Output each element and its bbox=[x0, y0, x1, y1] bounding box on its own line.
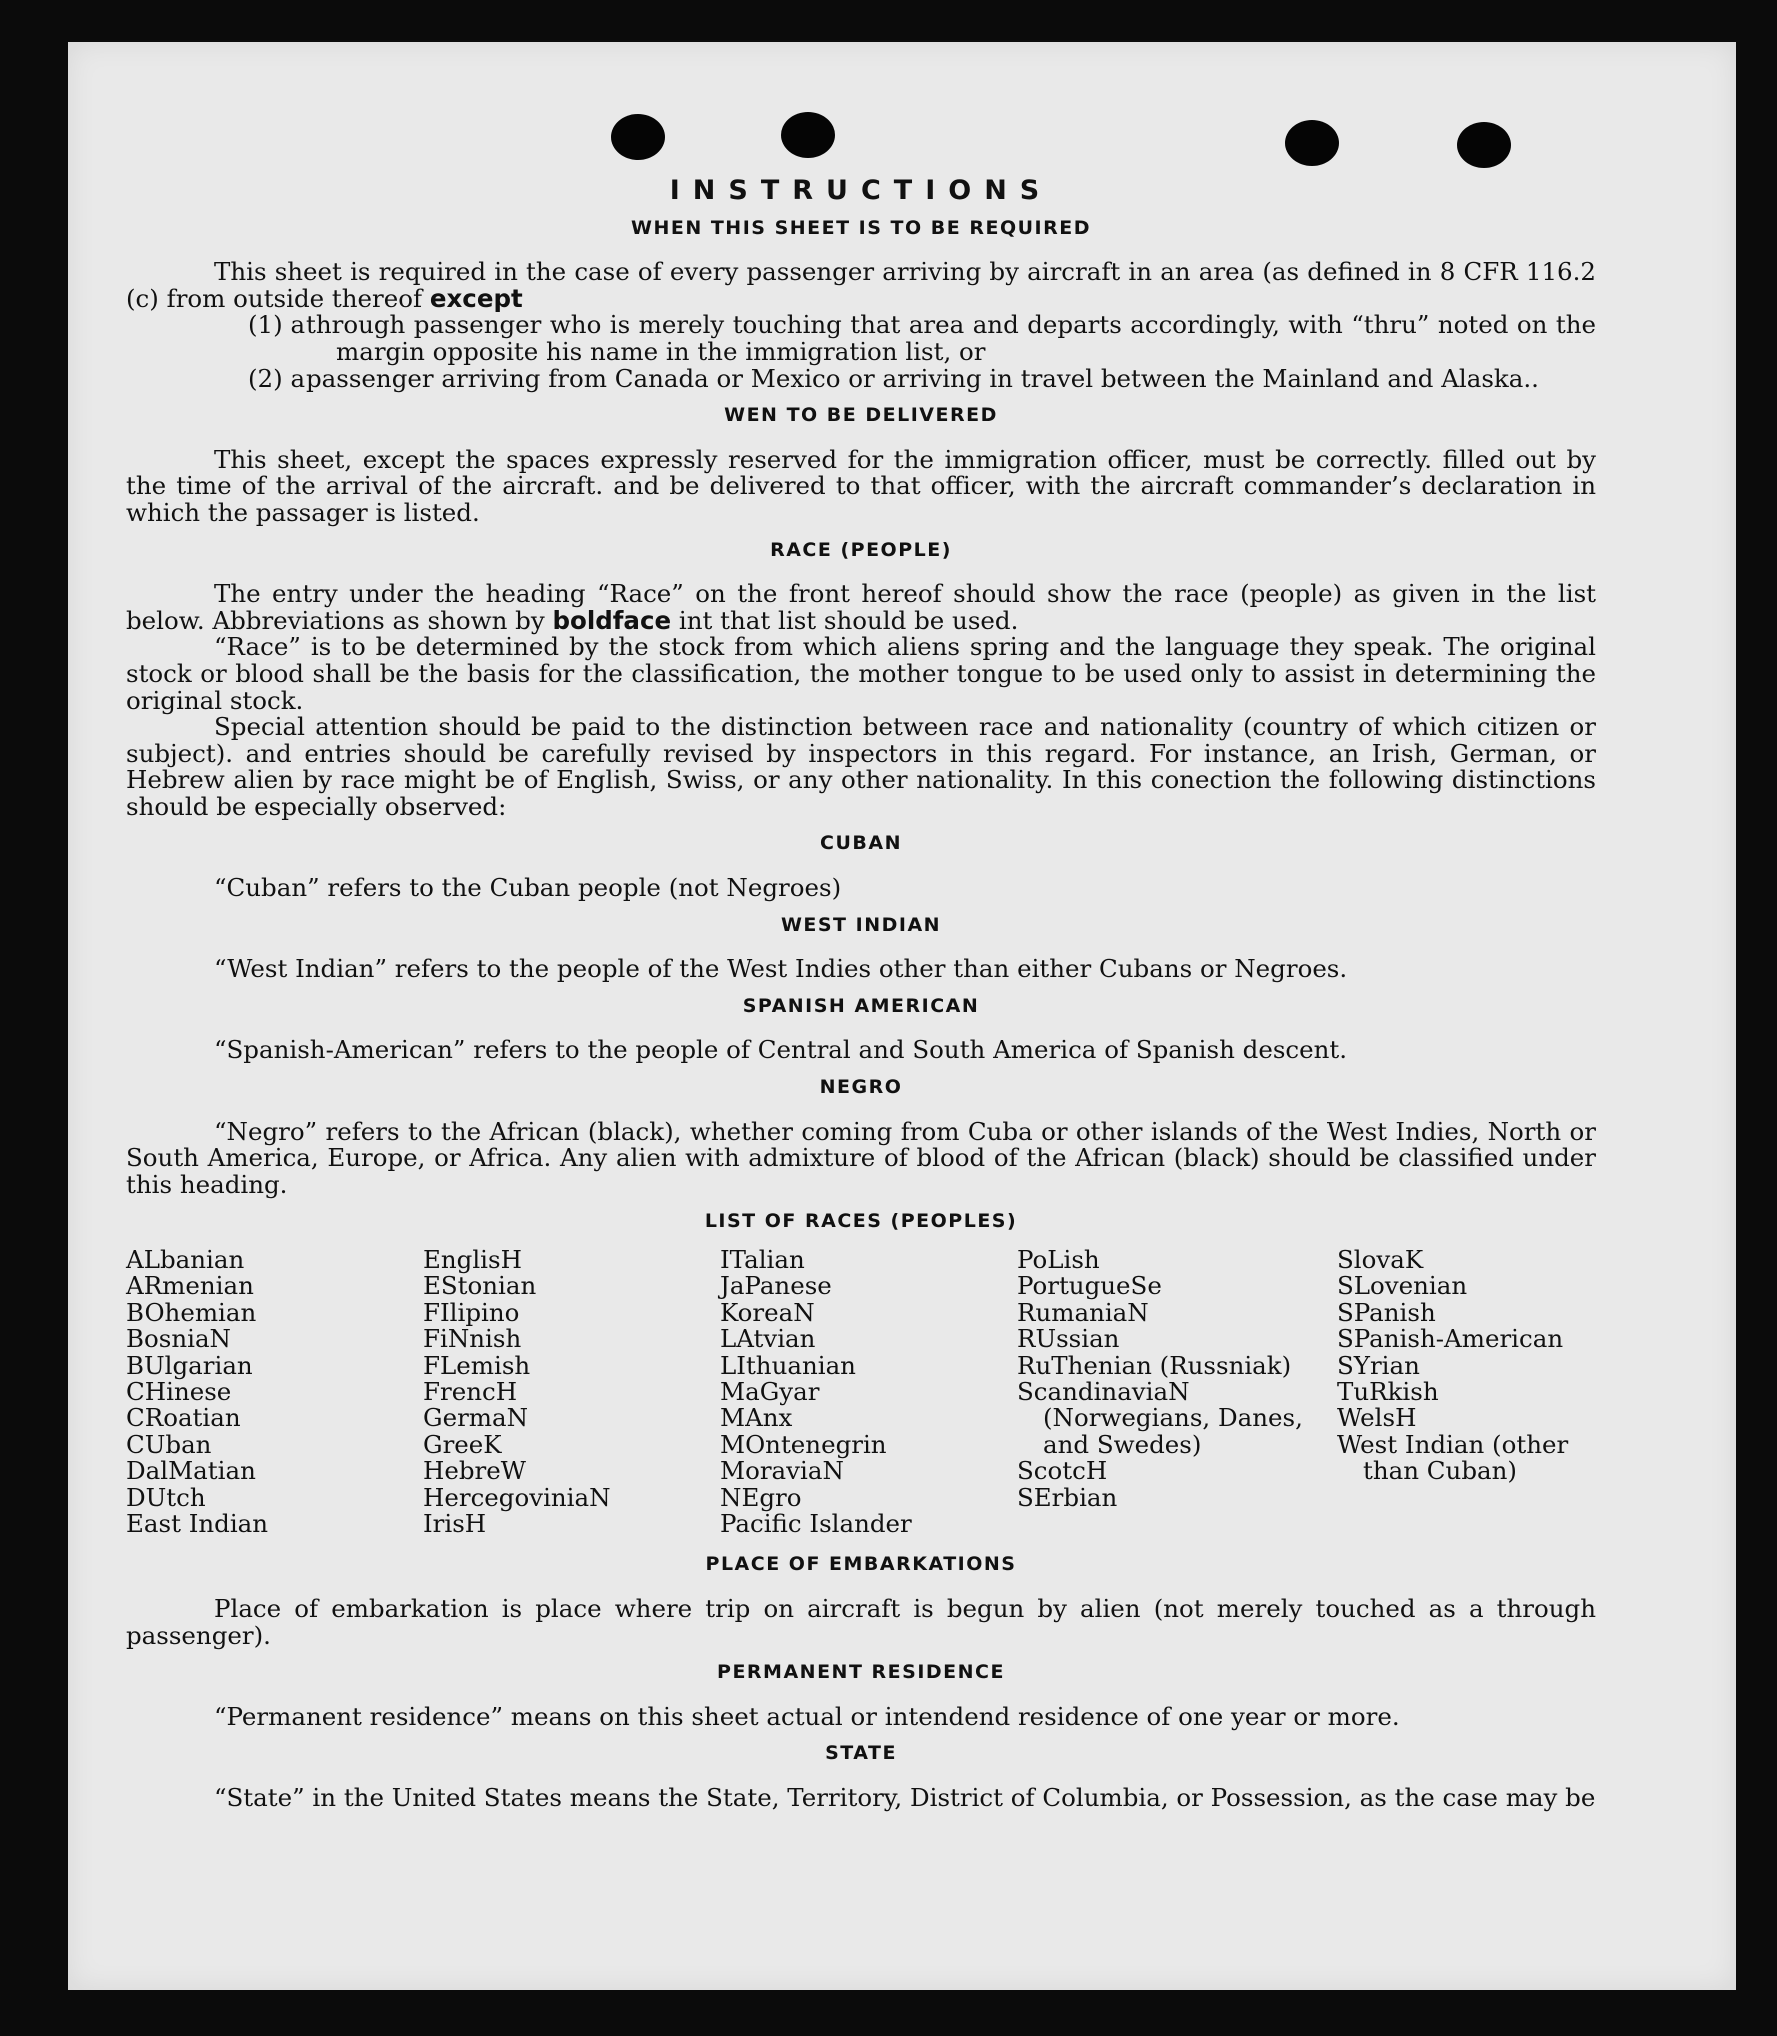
race-item: MoraviaN bbox=[720, 1456, 844, 1486]
residence-text: “Permanent residence” means on this sheet actual or intendend residence of one year or more. bbox=[214, 1701, 1400, 1731]
race-item: NEgro bbox=[720, 1482, 802, 1512]
race-item: SYrian bbox=[1337, 1350, 1420, 1380]
race-item: SErbian bbox=[1017, 1482, 1118, 1512]
heading-list-of-races: LIST OF RACES (PEOPLES) bbox=[704, 1210, 1018, 1233]
race-item: TuRkish bbox=[1337, 1377, 1439, 1407]
required-intro bbox=[126, 259, 1596, 312]
race-item: HebreW bbox=[423, 1456, 526, 1486]
race-item: DUtch bbox=[126, 1482, 206, 1512]
heading-state: STATE bbox=[825, 1742, 897, 1765]
race-item: FiNnish bbox=[423, 1324, 522, 1354]
item-number: (1) a bbox=[248, 310, 306, 340]
required-item-2 bbox=[126, 363, 1596, 393]
race-p1-after: int that list should be used. bbox=[678, 605, 1019, 635]
state-text: “State” in the United States means the State, Territory, District of Columbia, or Possession, as the case may be bbox=[214, 1783, 1596, 1813]
punch-hole bbox=[611, 114, 665, 160]
races-column-1 bbox=[126, 1247, 423, 1537]
race-item: ALbanian bbox=[126, 1245, 245, 1274]
races-column-3 bbox=[720, 1247, 1017, 1537]
race-item: PoLish bbox=[1017, 1245, 1100, 1274]
race-item: RUssian bbox=[1017, 1324, 1120, 1354]
race-item: BOhemian bbox=[126, 1297, 257, 1327]
races-column-5 bbox=[1337, 1247, 1597, 1537]
race-p1-before: The entry under the heading “Race” on the front hereof should show the race (people) as given in the list below. Abbreviations as shown by bbox=[126, 579, 1596, 635]
race-item: BUlgarian bbox=[126, 1350, 253, 1380]
race-item: ARmenian bbox=[126, 1271, 254, 1301]
instructions-body bbox=[126, 170, 1596, 1812]
race-item: GermaN bbox=[423, 1403, 529, 1433]
heading-cuban: CUBAN bbox=[820, 832, 902, 855]
race-item: JaPanese bbox=[720, 1271, 832, 1301]
race-paragraph-3: Special attention should be paid to the distinction between race and nationality (country of which citizen or subject). and entries should be carefully revised by inspectors in this regard. For instance, an Irish, German, or Hebrew alien by race might be of English, Swiss, or any other nationality. In this conection the following distinctions should be especially observed: bbox=[126, 712, 1596, 821]
race-item: IrisH bbox=[423, 1509, 487, 1539]
race-item: KoreaN bbox=[720, 1297, 815, 1327]
race-item: MOntenegrin bbox=[720, 1429, 887, 1459]
heading-west-indian: WEST INDIAN bbox=[780, 913, 942, 936]
delivered-text: This sheet, except the spaces expressly reserved for the immigration officer, must be correctly. filled out by the time of the arrival of the aircraft. and be delivered to that officer, with the aircraft commander’s declaration in which the passager is listed. bbox=[126, 444, 1596, 527]
race-paragraph-2: “Race” is to be determined by the stock from which aliens spring and the language they speak. The original stock or blood shall be the basis for the classification, the mother tongue to be used only to assist in determining the original stock. bbox=[126, 632, 1596, 715]
race-item: CRoatian bbox=[126, 1403, 241, 1433]
west-indian-text: “West Indian” refers to the people of the West Indies other than either Cubans or Negroes. bbox=[214, 954, 1348, 984]
required-intro-text: This sheet is required in the case of every passenger arriving by aircraft in an area (as defined in 8 CFR 116.2 (c) from outside thereof bbox=[126, 257, 1596, 313]
race-item: EStonian bbox=[423, 1271, 537, 1301]
embarkation-text: Place of embarkation is place where trip on aircraft is begun by alien (not merely touched as a through passenger). bbox=[126, 1594, 1596, 1650]
race-item: RuThenian (Russniak) bbox=[1017, 1350, 1292, 1380]
race-item: RumaniaN bbox=[1017, 1297, 1149, 1327]
heading-spanish-american: SPANISH AMERICAN bbox=[742, 994, 980, 1017]
punch-hole bbox=[1457, 122, 1511, 168]
item-number: (2) a bbox=[248, 363, 306, 393]
boldface-label: boldface bbox=[552, 605, 672, 635]
punch-hole bbox=[1285, 120, 1339, 166]
race-item: SLovenian bbox=[1337, 1271, 1468, 1301]
heading-negro: NEGRO bbox=[819, 1076, 903, 1099]
race-item: SlovaK bbox=[1337, 1245, 1424, 1274]
heading-race: RACE (PEOPLE) bbox=[770, 538, 952, 561]
race-item: CUban bbox=[126, 1429, 212, 1459]
heading-when-delivered: WEN TO BE DELIVERED bbox=[724, 404, 998, 427]
race-item: GreeK bbox=[423, 1429, 502, 1459]
race-item: LAtvian bbox=[720, 1324, 816, 1354]
race-item: HercegoviniaN bbox=[423, 1482, 611, 1512]
spanish-american-text: “Spanish-American” refers to the people of Central and South America of Spanish descent. bbox=[214, 1035, 1348, 1065]
heading-embarkation: PLACE OF EMBARKATIONS bbox=[705, 1553, 1017, 1576]
race-item: ITalian bbox=[720, 1245, 805, 1274]
races-column-4 bbox=[1017, 1247, 1337, 1537]
heading-when-required: WHEN THIS SHEET IS TO BE REQUIRED bbox=[630, 216, 1091, 239]
race-item: EnglisH bbox=[423, 1245, 522, 1274]
punch-hole bbox=[781, 112, 835, 158]
cuban-text: “Cuban” refers to the Cuban people (not Negroes) bbox=[214, 873, 842, 903]
race-item: MaGyar bbox=[720, 1377, 820, 1407]
race-item: FIlipino bbox=[423, 1297, 520, 1327]
page-title: INSTRUCTIONS bbox=[669, 175, 1053, 206]
races-column-2 bbox=[423, 1247, 720, 1537]
race-item: DalMatian bbox=[126, 1456, 256, 1486]
race-item: FrencH bbox=[423, 1377, 518, 1407]
race-item: SPanish bbox=[1337, 1297, 1436, 1327]
race-item: ScotcH bbox=[1017, 1456, 1108, 1486]
heading-permanent-residence: PERMANENT RESIDENCE bbox=[717, 1661, 1005, 1684]
race-item: PortugueSe bbox=[1017, 1271, 1162, 1301]
race-item: BosniaN bbox=[126, 1324, 231, 1354]
race-item: East Indian bbox=[126, 1509, 269, 1539]
race-item: MAnx bbox=[720, 1403, 793, 1433]
required-item-1 bbox=[126, 312, 1596, 365]
race-item: CHinese bbox=[126, 1377, 232, 1407]
race-item: West Indian (other than Cuban) bbox=[1337, 1429, 1569, 1486]
negro-text: “Negro” refers to the African (black), whether coming from Cuba or other islands of the West Indies, North or South America, Europe, or Africa. Any alien with admixture of blood of the African (black) should be classified under this heading. bbox=[126, 1116, 1596, 1199]
except-label: except bbox=[429, 283, 523, 313]
race-item: ScandinaviaN (Norwegians, Danes, and Swedes) bbox=[1017, 1377, 1303, 1459]
race-item: SPanish-American bbox=[1337, 1324, 1564, 1354]
item-text: through passenger who is merely touching that area and departs accordingly, with “thru” noted on the margin opposite his name in the immigration list, or bbox=[306, 310, 1596, 366]
race-item: Pacific Islander bbox=[720, 1509, 912, 1539]
race-paragraph-1 bbox=[126, 581, 1596, 634]
race-item: FLemish bbox=[423, 1350, 531, 1380]
race-item: LIthuanian bbox=[720, 1350, 856, 1380]
races-list bbox=[126, 1247, 1596, 1537]
item-text: passenger arriving from Canada or Mexico or arriving in travel between the Mainland and Alaska.. bbox=[306, 363, 1539, 393]
race-item: WelsH bbox=[1337, 1403, 1417, 1433]
